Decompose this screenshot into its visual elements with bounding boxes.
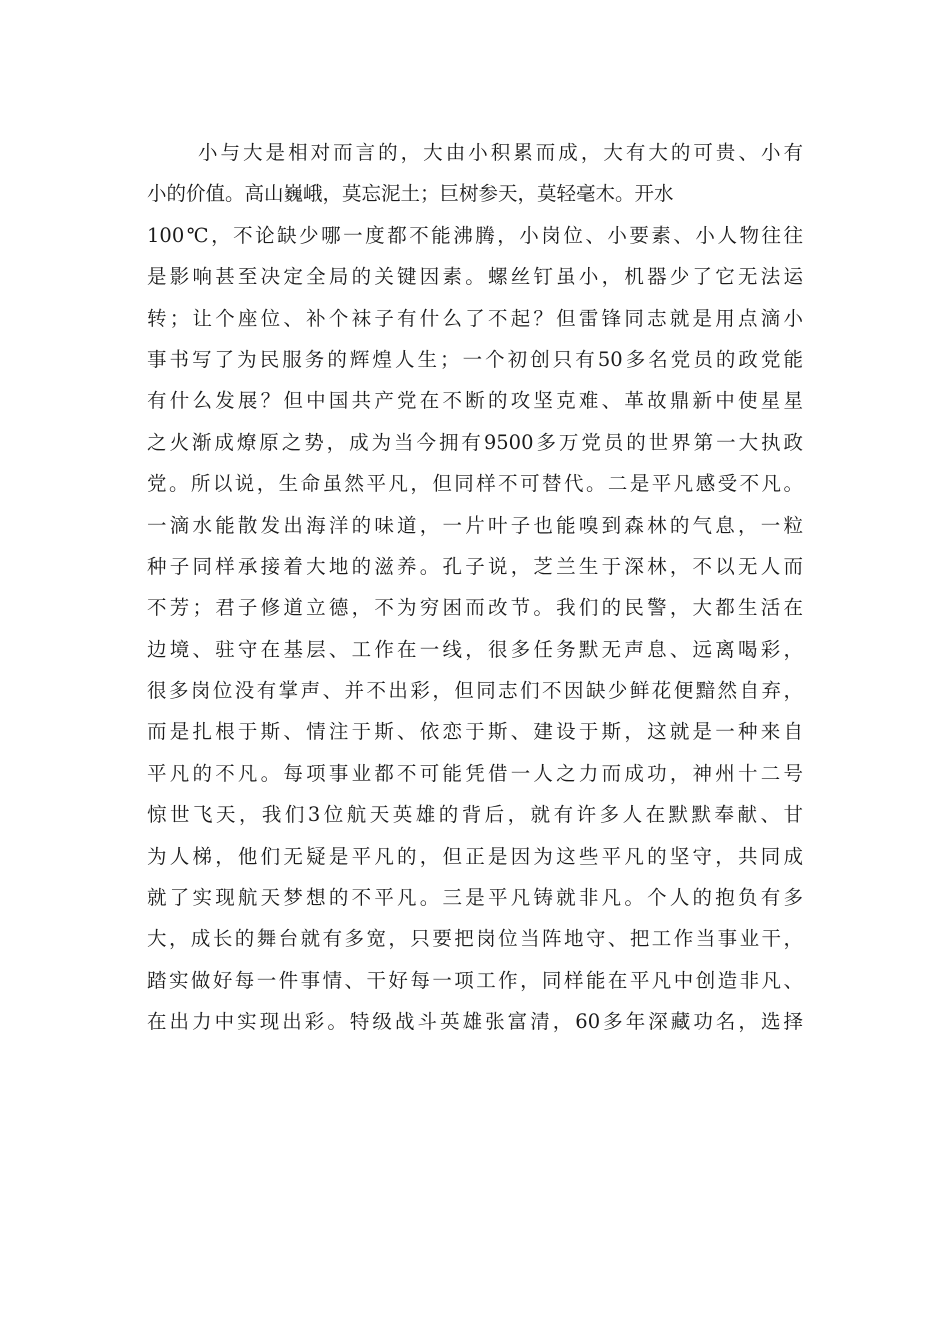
text-line: 种子同样承接着大地的滋养。孔子说，芝兰生于深林，不以无人而	[147, 554, 803, 578]
text-line: 很多岗位没有掌声、并不出彩，但同志们不因缺少鲜花便黯然自弃，	[147, 679, 803, 703]
text-line: 惊世飞天，我们3位航天英雄的背后，就有许多人在默默奉献、甘	[147, 803, 803, 827]
text-line: 之火渐成燎原之势，成为当今拥有9500多万党员的世界第一大执政	[147, 430, 803, 454]
text-line: 大，成长的舞台就有多宽，只要把岗位当阵地守、把工作当事业干，	[147, 927, 803, 951]
text-line: 党。所以说，生命虽然平凡，但同样不可替代。二是平凡感受不凡。	[147, 472, 803, 496]
text-line: 小与大是相对而言的，大由小积累而成，大有大的可贵、小有	[198, 141, 803, 164]
text-line: 不芳；君子修道立德，不为穷困而改节。我们的民警，大都生活在	[147, 596, 803, 620]
text-line: 就了实现航天梦想的不平凡。三是平凡铸就非凡。个人的抱负有多	[147, 886, 803, 910]
text-line: 在出力中实现出彩。特级战斗英雄张富清，60多年深藏功名，选择	[147, 1010, 803, 1034]
text-line: 踏实做好每一件事情、干好每一项工作，同样能在平凡中创造非凡、	[147, 968, 803, 992]
text-line: 平凡的不凡。每项事业都不可能凭借一人之力而成功，神州十二号	[147, 761, 803, 785]
text-line: 边境、驻守在基层、工作在一线，很多任务默无声息、远离喝彩，	[147, 637, 803, 661]
text-line: 为人梯，他们无疑是平凡的，但正是因为这些平凡的坚守，共同成	[147, 844, 803, 868]
text-line: 一滴水能散发出海洋的味道，一片叶子也能嗅到森林的气息，一粒	[147, 513, 803, 537]
text-line: 而是扎根于斯、情注于斯、依恋于斯、建设于斯，这就是一种来自	[147, 720, 803, 744]
body-paragraph	[147, 132, 827, 1043]
text-line: 转；让个座位、补个袜子有什么了不起？但雷锋同志就是用点滴小	[147, 306, 803, 330]
text-line: 事书写了为民服务的辉煌人生；一个初创只有50多名党员的政党能	[147, 347, 803, 371]
text-line: 小的价值。高山巍峨，莫忘泥土；巨树参天，莫轻毫木。开水	[147, 182, 674, 206]
text-line: 是影响甚至决定全局的关键因素。螺丝钉虽小，机器少了它无法运	[147, 265, 803, 289]
text-line: 100℃，不论缺少哪一度都不能沸腾，小岗位、小要素、小人物往往	[147, 223, 803, 247]
text-line: 有什么发展？但中国共产党在不断的攻坚克难、革故鼎新中使星星	[147, 389, 803, 413]
